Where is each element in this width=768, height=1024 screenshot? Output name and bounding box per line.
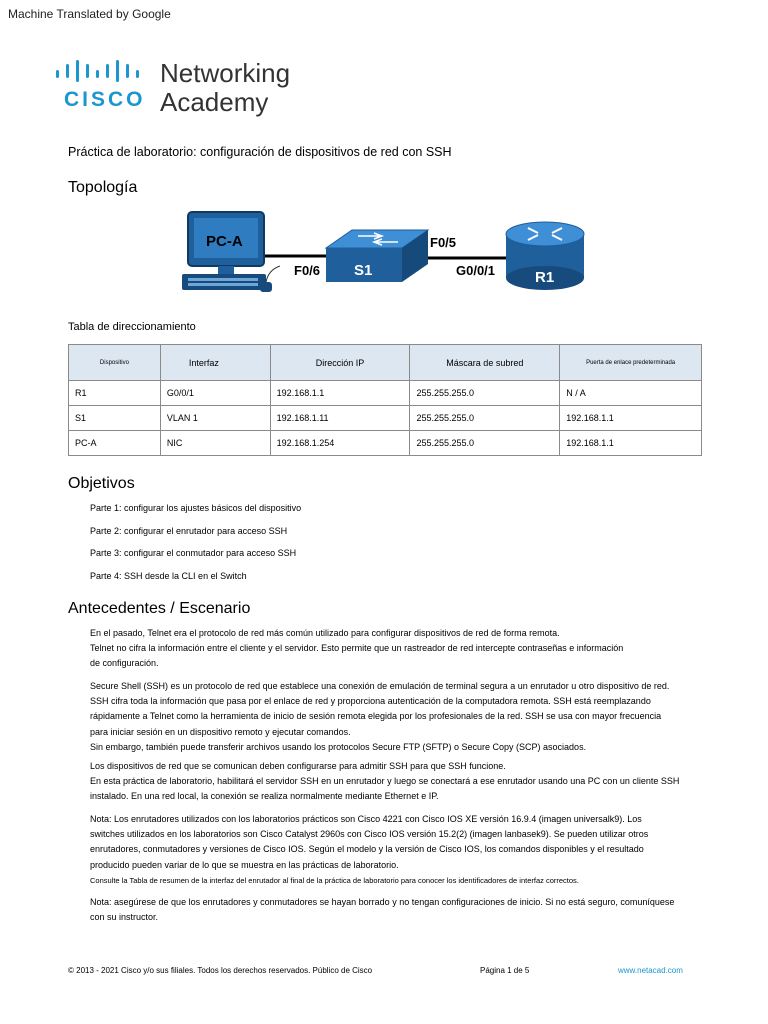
paragraph-devices <box>90 759 710 805</box>
text-line: producido pueden variar de lo que se muestra en las prácticas de laboratorio. <box>90 859 399 870</box>
footer-website-link[interactable]: www.netacad.com <box>618 966 683 975</box>
table-header-row <box>69 345 702 381</box>
text-line: SSH cifra toda la información que pasa por el enlace de red y proporciona autenticación de la computadora remota. SSH está reemplazando <box>90 696 651 707</box>
addressing-table <box>68 344 702 456</box>
text-line: rápidamente a Telnet como la herramienta de inicio de sesión remota elegida por los profesionales de la red. SSH se usa con mayor frecuencia <box>90 711 662 722</box>
header-subnet-mask: Máscara de subred <box>410 345 560 381</box>
footer-copyright: © 2013 - 2021 Cisco y/o sus filiales. Todos los derechos reservados. Público de Cisco <box>68 966 373 975</box>
text-line: de configuración. <box>90 658 159 669</box>
addressing-table-title: Tabla de direccionamiento <box>68 321 196 333</box>
list-item: Parte 1: configurar los ajustes básicos del dispositivo <box>90 503 302 513</box>
text-line: Los dispositivos de red que se comunican deben configurarse para admitir SSH para que SSH funcione. <box>90 761 506 771</box>
text-line: Secure Shell (SSH) es un protocolo de red que establece una conexión de emulación de terminal segura a un enrutador u otro dispositivo de red. <box>90 681 670 691</box>
text-line: En esta práctica de laboratorio, habilitará el servidor SSH en un enrutador y luego se conectará a ese enrutador usando una PC con un cliente SSH <box>90 776 680 787</box>
list-item: Parte 2: configurar el enrutador para acceso SSH <box>90 525 288 536</box>
text-line: para iniciar sesión en un dispositivo remoto y ejecutar comandos. <box>90 726 351 737</box>
text-line: Nota: asegúrese de que los enrutadores y conmutadores se hayan borrado y no tengan configuraciones de inicio. Si no está seguro, comuníquese <box>90 897 675 907</box>
paragraph-ssh <box>90 679 710 755</box>
cell-interface: NIC <box>160 431 270 456</box>
cell-ip: 192.168.1.254 <box>270 431 410 456</box>
topology-diagram <box>176 208 596 308</box>
cell-interface: VLAN 1 <box>160 406 270 431</box>
objectives-list <box>90 503 301 593</box>
text-line: Sin embargo, también puede transferir archivos usando los protocolos Secure FTP (SFTP) o Secure Copy (SCP) asociados. <box>90 741 587 752</box>
cisco-wordmark: CISCO <box>64 88 146 111</box>
logo-networking-text: Networking <box>160 58 291 88</box>
text-line: Nota: Los enrutadores utilizados con los laboratorios prácticos son Cisco 4221 con Cisco IOS XE versión 16.9.4 (imagen universalk9). Los <box>90 814 642 824</box>
port-label-f0-5: F0/5 <box>430 235 457 250</box>
text-line: enrutadores, conmutadores y versiones de Cisco IOS. Según el modelo y la versión de Cisco IOS, los comandos disponibles y el resultado <box>90 844 644 855</box>
switch-icon <box>326 230 428 282</box>
logo-academy-text: Academy <box>160 87 269 117</box>
text-line: instalado. En una red local, la conexión se realiza normalmente mediante Ethernet e IP. <box>90 791 439 802</box>
topology-heading: Topología <box>68 179 138 196</box>
cell-gateway: 192.168.1.1 <box>560 406 702 431</box>
cell-gateway: N / A <box>560 381 702 406</box>
table-row <box>69 381 702 406</box>
port-label-g0-0-1: G0/0/1 <box>456 263 496 278</box>
header-ip-address: Dirección IP <box>270 345 410 381</box>
header-interface: Interfaz <box>160 345 270 381</box>
text-line: con su instructor. <box>90 912 159 923</box>
paragraph-note-routers <box>90 812 710 888</box>
table-row <box>69 406 702 431</box>
text-line: Telnet no cifra la información entre el cliente y el servidor. Esto permite que un rastreador de red intercepte contraseñas e información <box>90 643 624 654</box>
list-item: Parte 3: configurar el conmutador para acceso SSH <box>90 548 297 558</box>
cell-device: R1 <box>69 381 161 406</box>
text-line: En el pasado, Telnet era el protocolo de red más común utilizado para configurar dispositivos de red de forma remota. <box>90 628 560 638</box>
paragraph-note-erase <box>90 895 710 925</box>
background-heading: Antecedentes / Escenario <box>68 600 251 617</box>
cell-interface: G0/0/1 <box>160 381 270 406</box>
header-device: Dispositivo <box>69 345 161 381</box>
cell-ip: 192.168.1.1 <box>270 381 410 406</box>
text-line-small: Consulte la Tabla de resumen de la interfaz del enrutador al final de la práctica de laboratorio para conocer los identificadores de interfaz correctos. <box>90 875 579 885</box>
machine-translated-banner: Machine Translated by Google <box>8 7 171 21</box>
cell-mask: 255.255.255.0 <box>410 406 560 431</box>
pc-label: PC-A <box>206 233 243 250</box>
list-item: Parte 4: SSH desde la CLI en el Switch <box>90 570 247 581</box>
objectives-heading: Objetivos <box>68 475 135 492</box>
header-default-gateway: Puerta de enlace predeterminada <box>560 345 702 381</box>
text-line: switches utilizados en los laboratorios son Cisco Catalyst 2960s con Cisco IOS versión 15.2(2) (imagen lanbasek9). Se pueden utilizar otros <box>90 829 649 840</box>
cell-mask: 255.255.255.0 <box>410 431 560 456</box>
cisco-networking-academy-logo <box>54 58 314 120</box>
switch-label: S1 <box>354 262 373 279</box>
footer-page-number: Página 1 de 5 <box>480 966 530 975</box>
cell-device: PC-A <box>69 431 161 456</box>
port-label-f0-6: F0/6 <box>294 263 321 278</box>
cell-gateway: 192.168.1.1 <box>560 431 702 456</box>
cisco-bars-icon <box>54 60 146 84</box>
cell-mask: 255.255.255.0 <box>410 381 560 406</box>
pc-icon <box>182 212 280 292</box>
document-title: Práctica de laboratorio: configuración de dispositivos de red con SSH <box>68 145 452 159</box>
cell-ip: 192.168.1.11 <box>270 406 410 431</box>
router-label: R1 <box>535 269 555 286</box>
table-row <box>69 431 702 456</box>
paragraph-telnet <box>90 626 710 672</box>
cell-device: S1 <box>69 406 161 431</box>
